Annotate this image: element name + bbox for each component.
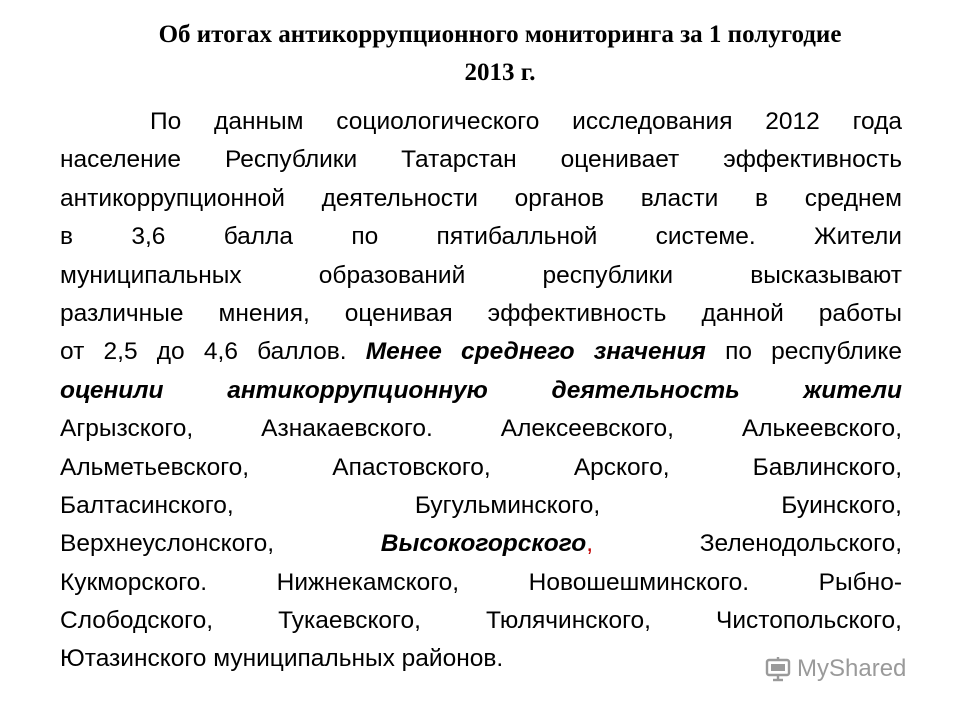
body-paragraph: [60, 103, 902, 679]
body-line: По данным социологического исследования 2012 года: [150, 108, 902, 135]
emphasis-text: Менее среднего значения: [365, 338, 706, 366]
body-text-fragment: по республике: [725, 338, 902, 366]
body-line: Альметьевского, Апастовского, Арского, Бавлинского,: [60, 453, 902, 481]
body-line: в 3,6 балла по пятибалльной системе. Жители: [60, 223, 902, 251]
slide-title: [40, 16, 960, 92]
body-line: антикоррупционной деятельности органов власти в среднем: [60, 184, 902, 212]
body-line: Слободского, Тукаевского, Тюлячинского, Чистопольского,: [60, 607, 902, 635]
emphasis-text: Высокогорского: [380, 530, 587, 558]
presentation-board-icon: [764, 655, 792, 683]
body-line: Ютазинского муниципальных районов.: [60, 645, 504, 673]
emphasis-line: оценили антикоррупционную деятельность жители: [60, 376, 902, 404]
body-line: Кукморского. Нижнекамского, Новошешминского. Рыбно-: [60, 568, 902, 596]
body-text-fragment: Верхнеуслонского,: [60, 530, 275, 558]
body-line: [60, 525, 902, 563]
body-line: муниципальных образований республики высказывают: [60, 261, 902, 289]
body-line: различные мнения, оценивая эффективность данной работы: [60, 299, 902, 327]
body-text-fragment: Зеленодольского,: [699, 530, 902, 558]
body-line: Агрызского, Азнакаевского. Алексеевского, Алькеевского,: [60, 415, 902, 443]
watermark: [764, 655, 906, 683]
title-line-2: 2013 г.: [464, 59, 536, 86]
body-line: [60, 333, 902, 371]
body-text-fragment: от 2,5 до 4,6 баллов.: [60, 338, 347, 366]
body-line: население Республики Татарстан оценивает эффективность: [60, 146, 902, 174]
red-comma: ,: [586, 530, 594, 558]
watermark-text: MyShared: [797, 655, 907, 682]
title-line-1: Об итогах антикоррупционного мониторинга за 1 полугодие: [158, 21, 842, 48]
body-line: Балтасинского, Бугульминского, Буинского,: [60, 491, 902, 519]
